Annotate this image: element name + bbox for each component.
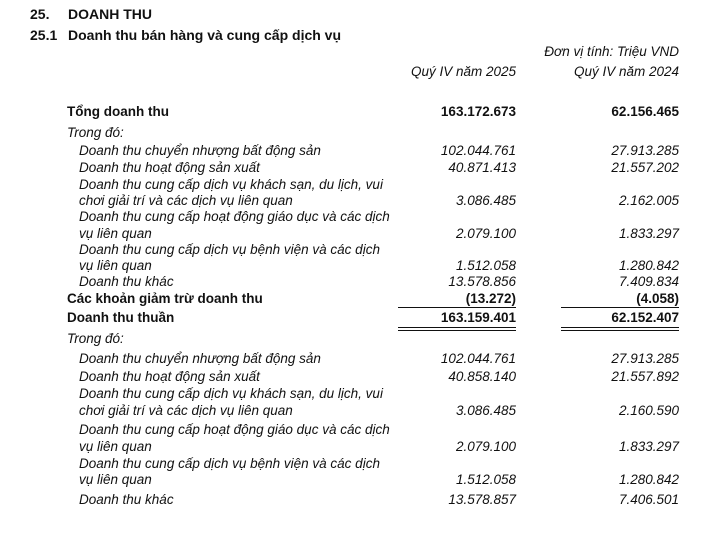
- subtotal-underline-col2: [561, 307, 679, 308]
- value-q4-2024: 2.160.590: [618, 403, 679, 418]
- value-q4-2024: 7.409.834: [618, 274, 679, 289]
- table-row: [0, 193, 726, 210]
- row-label: Doanh thu cung cấp dịch vụ khách sạn, du lịch, vui: [79, 386, 383, 401]
- section-title: DOANH THU: [68, 6, 152, 22]
- column-header-q4-2025: Quý IV năm 2025: [410, 64, 516, 79]
- subtotal-underline-col1: [398, 307, 516, 308]
- table-row: [0, 422, 726, 439]
- value-q4-2025: 40.858.140: [448, 369, 516, 384]
- table-row: [0, 258, 726, 275]
- value-q4-2024: 1.833.297: [618, 226, 679, 241]
- table-row: [0, 209, 726, 226]
- row-label: vụ liên quan: [79, 472, 152, 487]
- table-row-net-revenue: [0, 310, 726, 327]
- row-label: Trong đó:: [67, 331, 124, 346]
- row-label: chơi giải trí và các dịch vụ liên quan: [79, 193, 293, 208]
- table-row-total-revenue: [0, 104, 726, 121]
- table-row: [0, 274, 726, 291]
- table-row: [0, 177, 726, 194]
- value-q4-2024: 62.156.465: [611, 104, 679, 119]
- table-row: [0, 492, 726, 509]
- row-label: Doanh thu khác: [79, 274, 174, 289]
- subsection-title: Doanh thu bán hàng và cung cấp dịch vụ: [68, 27, 342, 43]
- table-row: [0, 439, 726, 456]
- table-row: [0, 369, 726, 386]
- table-row: [0, 226, 726, 243]
- column-header-q4-2024: Quý IV năm 2024: [573, 64, 679, 79]
- value-q4-2024: 1.280.842: [618, 472, 679, 487]
- value-q4-2024: 1.833.297: [618, 439, 679, 454]
- value-q4-2025: 3.086.485: [455, 193, 516, 208]
- row-label: Doanh thu chuyển nhượng bất động sản: [79, 143, 321, 158]
- value-q4-2024: 1.280.842: [618, 258, 679, 273]
- row-label: Doanh thu chuyển nhượng bất động sản: [79, 351, 321, 366]
- value-q4-2025: 102.044.761: [440, 143, 516, 158]
- value-q4-2025: 13.578.856: [448, 274, 516, 289]
- table-row: [0, 472, 726, 489]
- row-label: vụ liên quan: [79, 258, 152, 273]
- row-label: vụ liên quan: [79, 226, 152, 241]
- value-q4-2024: 27.913.285: [611, 143, 679, 158]
- value-q4-2024: 2.162.005: [618, 193, 679, 208]
- section-number: 25.: [30, 6, 50, 22]
- table-row: [0, 351, 726, 368]
- row-label: Doanh thu cung cấp dịch vụ bệnh viện và các dịch: [79, 242, 380, 257]
- value-q4-2025: 2.079.100: [455, 439, 516, 454]
- row-label: Doanh thu hoạt động sản xuất: [79, 160, 260, 175]
- value-q4-2025: 1.512.058: [455, 258, 516, 273]
- row-label: chơi giải trí và các dịch vụ liên quan: [79, 403, 293, 418]
- value-q4-2025: 102.044.761: [440, 351, 516, 366]
- value-q4-2025: 13.578.857: [448, 492, 516, 507]
- table-row: [0, 160, 726, 177]
- table-row-deductions: [0, 291, 726, 308]
- value-q4-2025: (13.272): [465, 291, 516, 306]
- row-label: Các khoản giảm trừ doanh thu: [67, 291, 263, 306]
- table-row: [0, 242, 726, 259]
- row-label: Doanh thu khác: [79, 492, 174, 507]
- value-q4-2024: (4.058): [636, 291, 679, 306]
- row-label: Trong đó:: [67, 125, 124, 140]
- value-q4-2025: 1.512.058: [455, 472, 516, 487]
- row-label: Doanh thu cung cấp hoạt động giáo dục và các dịch: [79, 209, 390, 224]
- row-label: Doanh thu cung cấp dịch vụ bệnh viện và các dịch: [79, 456, 380, 471]
- table-row: [0, 403, 726, 420]
- value-q4-2024: 62.152.407: [611, 310, 679, 325]
- row-label: Tổng doanh thu: [67, 104, 169, 119]
- row-label: Doanh thu cung cấp hoạt động giáo dục và các dịch: [79, 422, 390, 437]
- table-row: [0, 386, 726, 403]
- unit-note: Đơn vị tính: Triệu VND: [544, 44, 679, 59]
- subsection-number: 25.1: [30, 27, 58, 43]
- table-row: [0, 331, 726, 348]
- value-q4-2025: 163.172.673: [440, 104, 516, 119]
- value-q4-2024: 7.406.501: [618, 492, 679, 507]
- value-q4-2024: 21.557.202: [611, 160, 679, 175]
- row-label: vụ liên quan: [79, 439, 152, 454]
- value-q4-2024: 21.557.892: [611, 369, 679, 384]
- row-label: Doanh thu thuần: [67, 310, 175, 325]
- value-q4-2025: 40.871.413: [448, 160, 516, 175]
- table-row: [0, 125, 726, 142]
- value-q4-2025: 163.159.401: [440, 310, 516, 325]
- table-row: [0, 143, 726, 160]
- value-q4-2024: 27.913.285: [611, 351, 679, 366]
- value-q4-2025: 3.086.485: [455, 403, 516, 418]
- value-q4-2025: 2.079.100: [455, 226, 516, 241]
- total-double-underline-col1-a: [398, 327, 516, 328]
- total-double-underline-col2-a: [561, 327, 679, 328]
- table-row: [0, 456, 726, 473]
- row-label: Doanh thu cung cấp dịch vụ khách sạn, du lịch, vui: [79, 177, 383, 192]
- row-label: Doanh thu hoạt động sản xuất: [79, 369, 260, 384]
